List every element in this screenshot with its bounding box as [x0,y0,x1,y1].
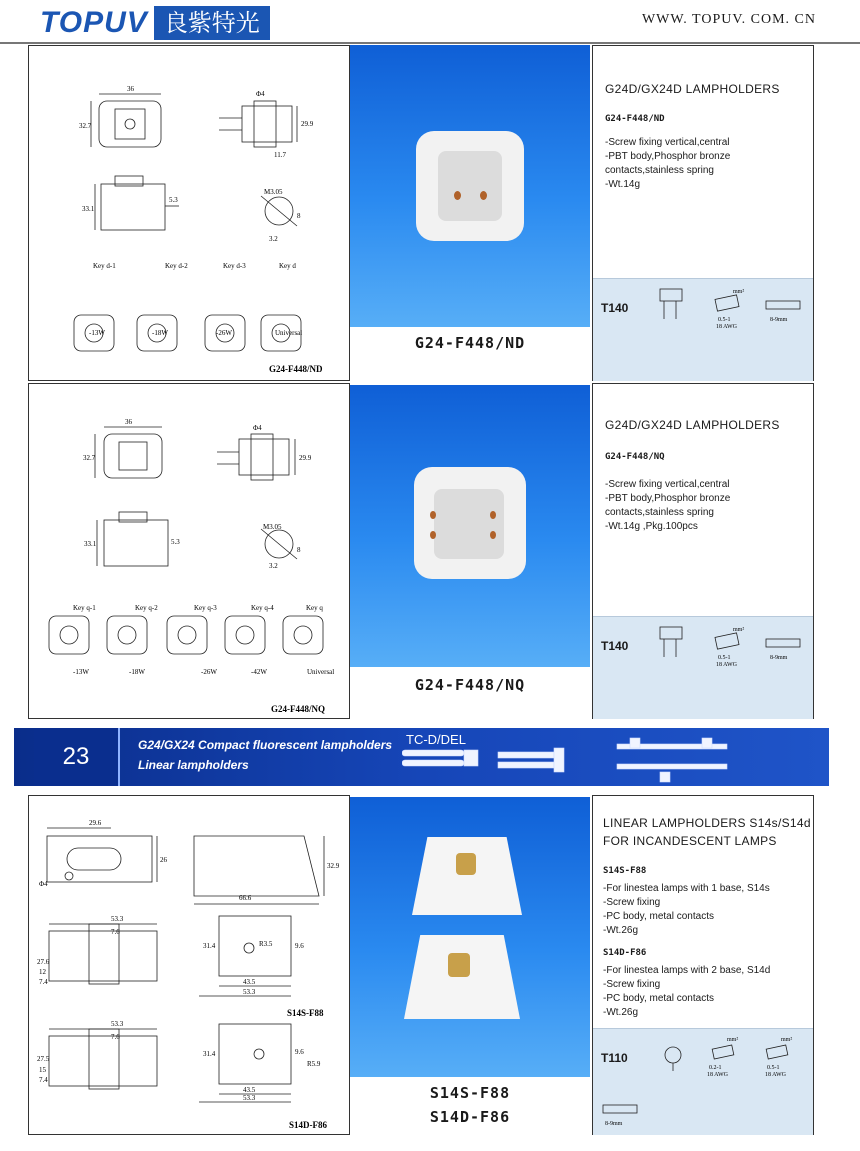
dim-m3: M3.05 [264,188,283,196]
banner-subtitle: Linear lampholders [138,758,249,772]
s14s-socket [456,853,476,875]
wire-size-2: 0.5-1 [767,1065,780,1071]
dim-9-6b: 9.6 [295,1048,304,1056]
dim-43-5: 43.5 [243,978,256,986]
wire-icons [638,281,813,341]
website-url: WWW. TOPUV. COM. CN [641,12,816,27]
dim-15: 15 [39,1066,46,1074]
temperature-rating: T140 [601,301,629,315]
strip-length: 8-9mm [770,317,788,323]
drawing-code-s14s: S14S-F88 [287,1008,324,1018]
dim-33-1: 33.1 [82,205,95,213]
dim-29-9: 29.9 [299,454,312,462]
spec-title-line2: FOR INCANDESCENT LAMPS [603,834,777,848]
s14d-socket [448,953,470,977]
spec-line: -Wt.26g [603,1007,639,1018]
section-banner [14,728,829,786]
dim-m3: M3.05 [263,523,282,531]
lampholder-socket [438,151,502,221]
spec-title: G24D/GX24D LAMPHOLDERS [605,82,780,96]
dim-53-3b: 53.3 [243,988,256,996]
dim-66-6: 66.6 [239,894,252,902]
dim-7-4b: 7.4 [39,1076,48,1084]
spec-line: -For linestea lamps with 2 base, S14d [603,965,771,976]
contact-pin [430,511,436,519]
section2-photo-caption: G24-F448/NQ [414,676,526,694]
section3-product-photo [350,797,590,1077]
wire-icons [638,619,813,679]
strip-length: 8-9mm [605,1121,623,1127]
watt-label-4: -42W [251,668,267,676]
drawing-code-s14d: S14D-F86 [289,1120,327,1130]
lampholder-socket [434,489,504,559]
contact-pin [480,191,487,200]
page-number: 23 [34,728,120,786]
dim-26: 26 [160,856,167,864]
dim-27-5: 27.5 [37,1055,50,1063]
key-label-3: Key q-3 [194,604,217,612]
key-label-1: Key q-1 [73,604,96,612]
wire-size: 0.5-1 [718,655,731,661]
section3-photo-caption-1: S14S-F88 [429,1084,511,1102]
dim-33-1: 33.1 [84,540,97,548]
dim-3-2: 3.2 [269,235,278,243]
key-label-2: Key q-2 [135,604,158,612]
spec-line: -Screw fixing vertical,central [605,479,730,490]
mm2-label: mm² [727,1037,739,1043]
key-label-3: Key d-3 [223,262,246,270]
spec-line: -Wt.14g [605,179,641,190]
dim-32-7: 32.7 [83,454,96,462]
dim-32-9: 32.9 [327,862,340,870]
dim-r3-5: R3.5 [259,940,273,948]
mm2-label: mm² [733,289,745,295]
section3-photo-caption-2: S14D-F86 [429,1108,511,1126]
contact-pin [490,511,496,519]
spec-line: -For linestea lamps with 1 base, S14s [603,883,770,894]
dim-phi4: Φ4 [39,880,48,888]
section1-product-photo [350,45,590,327]
spec-title: G24D/GX24D LAMPHOLDERS [605,418,780,432]
section1-technical-drawing [29,46,349,380]
banner-lamp-type: TC-D/DEL [406,732,466,747]
wire-awg: 18 AWG [707,1072,729,1078]
section2-product-photo [350,385,590,667]
watt-label-1: -13W [73,668,89,676]
spec-code-s14d: S14D-F86 [603,948,647,958]
dim-31-4: 31.4 [203,942,216,950]
spec-code-s14s: S14S-F88 [603,866,647,876]
dim-11-7: 11.7 [274,151,286,159]
spec-line: contacts,stainless spring [605,165,714,176]
section3-technical-drawing [29,796,349,1134]
dim-8: 8 [297,546,301,554]
spec-line: -Wt.14g ,Pkg.100pcs [605,521,698,532]
key-label-1: Key d-1 [93,262,116,270]
section2-spec-panel [592,383,814,719]
section3-drawing-panel [28,795,350,1135]
spec-line: -PC body, metal contacts [603,993,714,1004]
spec-icon-strip [593,278,813,381]
dim-phi4: Φ4 [253,424,262,432]
dim-27-6: 27.6 [37,958,50,966]
s14s-lampholder-body [412,837,522,915]
key-label-5: Key q [306,604,323,612]
strip-length: 8-9mm [770,655,788,661]
key-label-2: Key d-2 [165,262,188,270]
temperature-rating: T110 [601,1051,628,1065]
spec-code: G24-F448/ND [605,114,665,124]
dim-31-4b: 31.4 [203,1050,216,1058]
logo-chinese: 良紫特光 [154,6,270,40]
dim-53-3: 53.3 [111,915,124,923]
wire-icons [597,1029,807,1133]
watt-label-1: -13W [89,329,105,337]
dim-12: 12 [39,968,46,976]
dim-8: 8 [297,212,301,220]
dim-29-6: 29.6 [89,819,102,827]
wire-size: 0.2-1 [709,1065,722,1071]
spec-line: -PBT body,Phosphor bronze [605,151,731,162]
watt-label-4: Universal [275,329,303,337]
dim-phi4: Φ4 [256,90,265,98]
dim-r5-9: R5.9 [307,1060,321,1068]
brand-logo [40,6,270,40]
dim-53-3d: 53.3 [243,1094,256,1102]
mm2-label-2: mm² [781,1037,793,1043]
dim-7-4: 7.4 [39,978,48,986]
key-label-4: Key d [279,262,296,270]
key-label-4: Key q-4 [251,604,274,612]
dim-5-3: 5.3 [171,538,180,546]
dim-32-7: 32.7 [79,122,92,130]
watt-label-2: -18W [129,668,145,676]
spec-line: -Screw fixing [603,979,661,990]
spec-line: -Screw fixing [603,897,661,908]
s14d-lampholder-body [404,935,520,1019]
section2-drawing-panel [28,383,350,719]
spec-title-line1: LINEAR LAMPHOLDERS S14s/S14d [603,816,811,830]
spec-line: -Wt.26g [603,925,639,936]
dim-9-6: 9.6 [295,942,304,950]
dim-53-3c: 53.3 [111,1020,124,1028]
contact-pin [430,531,436,539]
spec-code: G24-F448/NQ [605,452,665,462]
section3-spec-panel [592,795,814,1135]
logo-english: TOPUV [40,6,148,39]
drawing-code: G24-F448/ND [269,364,323,374]
watt-label-3: -26W [201,668,217,676]
spec-line: -PC body, metal contacts [603,911,714,922]
section1-drawing-panel [28,45,350,381]
banner-lamp-illustrations [402,728,827,786]
section1-photo-caption: G24-F448/ND [414,334,526,352]
section2-technical-drawing [29,384,349,718]
wire-awg: 18 AWG [716,324,738,330]
temperature-rating: T140 [601,639,629,653]
watt-label-5: Universal [307,668,335,676]
spec-line: -Screw fixing vertical,central [605,137,730,148]
drawing-code: G24-F448/NQ [271,704,325,714]
spec-icon-strip [593,616,813,719]
spec-line: contacts,stainless spring [605,507,714,518]
dim-7-6b: 7.6 [111,1033,120,1041]
mm2-label: mm² [733,627,745,633]
dim-29-9: 29.9 [301,120,314,128]
dim-7-6: 7.6 [111,928,120,936]
wire-awg: 18 AWG [716,662,738,668]
spec-icon-strip [593,1028,813,1135]
dim-5-3: 5.3 [169,196,178,204]
banner-title: G24/GX24 Compact fluorescent lampholders [138,738,393,752]
wire-size: 0.5-1 [718,317,731,323]
watt-label-3: -26W [216,329,232,337]
section1-spec-panel [592,45,814,381]
dim-36: 36 [125,418,132,426]
header-divider [0,42,860,44]
contact-pin [490,531,496,539]
dim-3-2: 3.2 [269,562,278,570]
contact-pin [454,191,461,200]
spec-line: -PBT body,Phosphor bronze [605,493,731,504]
dim-43-5b: 43.5 [243,1086,256,1094]
wire-awg-2: 18 AWG [765,1072,787,1078]
watt-label-2: -18W [152,329,168,337]
dim-36: 36 [127,85,134,93]
